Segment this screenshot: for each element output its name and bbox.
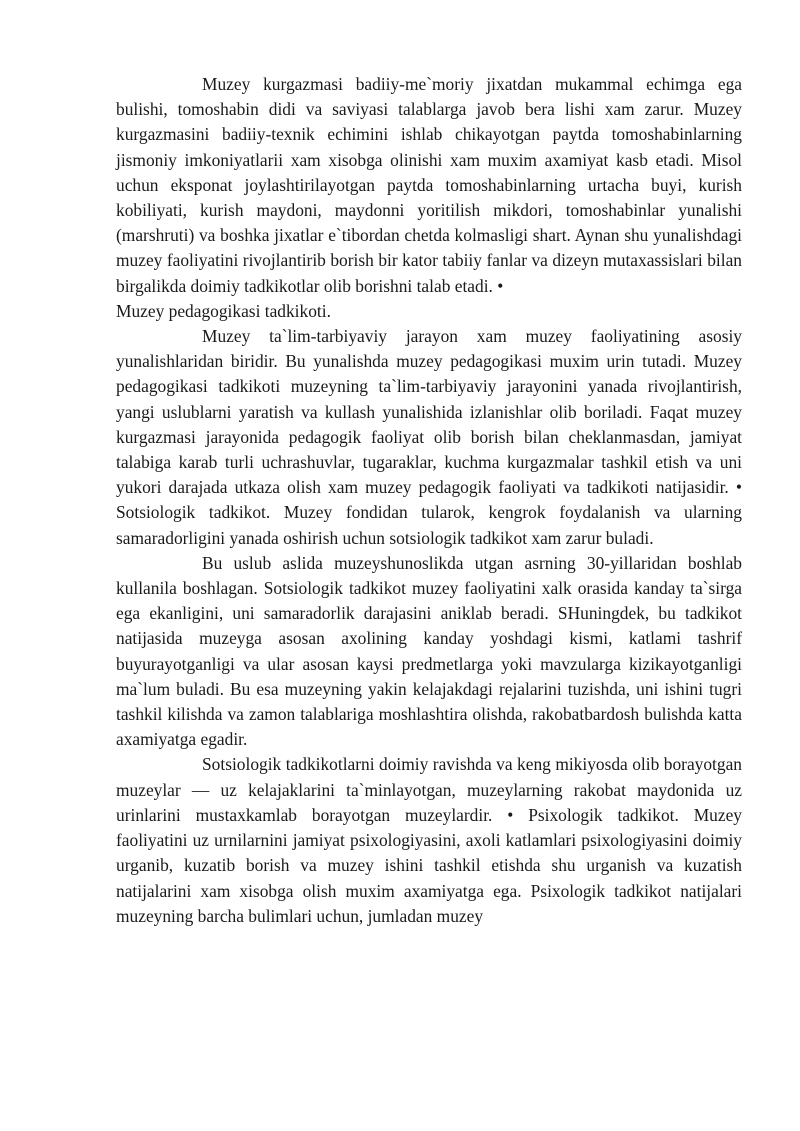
document-page: [116, 72, 742, 929]
paragraph-3: Bu uslub aslida muzeyshunoslikda utgan asrning 30-yillaridan boshlab kullanila boshlagan. Sotsiologik tadkikot muzey faoliyatini xalk orasida kanday ta`sirga ega ekanligini, uni samaradorlik darajasini aniklab beradi. SHuningdek, bu tadkikot natijasida muzeyga asosan axolining kanday yoshdagi kismi, katlami tashrif buyurayotganligi va ular asosan kaysi predmetlarga yoki mavzularga kizikayotganligi ma`lum buladi. Bu esa muzeyning yakin kelajakdagi rejalarini tuzishda, uni ishini tugri tashkil kilishda va zamon talablariga moshlashtira olishda, rakobatbardosh bulishda katta axamiyatga egadir.: [116, 552, 742, 750]
paragraph-2: Muzey ta`lim-tarbiyaviy jarayon xam muzey faoliyatining asosiy yunalishlaridan biridir. Bu yunalishda muzey pedagogikasi muxim urin tutadi. Muzey pedagogikasi tadkikoti muzeyning ta`lim-tarbiyaviy jarayonini yanada rivojlantirish, yangi uslublarni yaratish va kullash yunalishida izlanishlar olib boriladi. Faqat muzey kurgazmasi jarayonida pedagogik faoliyat olib borish bilan cheklanmasdan, jamiyat talabiga karab turli uchrashuvlar, tugaraklar, kuchma kurgazmalar tashkil etish va uni yukori darajada utkaza olish xam muzey pedagogik faoliyati va tadkikoti natijasidir. • Sotsiologik tadkikot. Muzey fondidan tularok, kengrok foydalanish va ularning samaradorligini yanada oshirish uchun sotsiologik tadkikot xam zarur buladi.: [116, 326, 742, 548]
paragraph-4: Sotsiologik tadkikotlarni doimiy ravishda va keng mikiyosda olib borayotgan muzeylar — uz kelajaklarini ta`minlayotgan, muzeylarning rakobat maydonida uz urinlarini mustaxkamlab borayotgan muzeylardir. • Psixologik tadkikot. Muzey faoliyatini uz urnilarnini jamiyat psixologiyasini, axoli katlamlari psixologiyasini doimiy urganib, kuzatib borish va muzey ishini tashkil etishda shu urganish va kuzatish natijalarini xam xisobga olish muxim axamiyatga ega. Psixologik tadkikot natijalari muzeyning barcha bulimlari uchun, jumladan muzey: [116, 754, 742, 926]
paragraph-1: Muzey kurgazmasi badiiy-me`moriy jixatdan mukammal echimga ega bulishi, tomoshabin didi va saviyasi talablarga javob bera lishi xam zarur. Muzey kurgazmasini badiiy-texnik echimini ishlab chikayotgan paytda tomoshabinlarning jismoniy imkoniyatlarii xam xisobga olinishi xam muxim axamiyat kasb etadi. Misol uchun eksponat joylashtirilayotgan paytda tomoshabinlarning urtacha buyi, kurish kobiliyati, kurish maydoni, maydonni yoritilish mikdori, tomoshabinlar yunalishi (marshruti) va boshka jixatlar e`tibordan chetda kolmasligi shart. Aynan shu yunalishdagi muzey faoliyatini rivojlantirib borish bir kator tabiiy fanlar va dizeyn mutaxassislari bilan birgalikda doimiy tadkikotlar olib borishni talab etadi. •: [116, 74, 742, 296]
subheading-museum-pedagogy: Muzey pedagogikasi tadkikoti.: [116, 300, 331, 321]
